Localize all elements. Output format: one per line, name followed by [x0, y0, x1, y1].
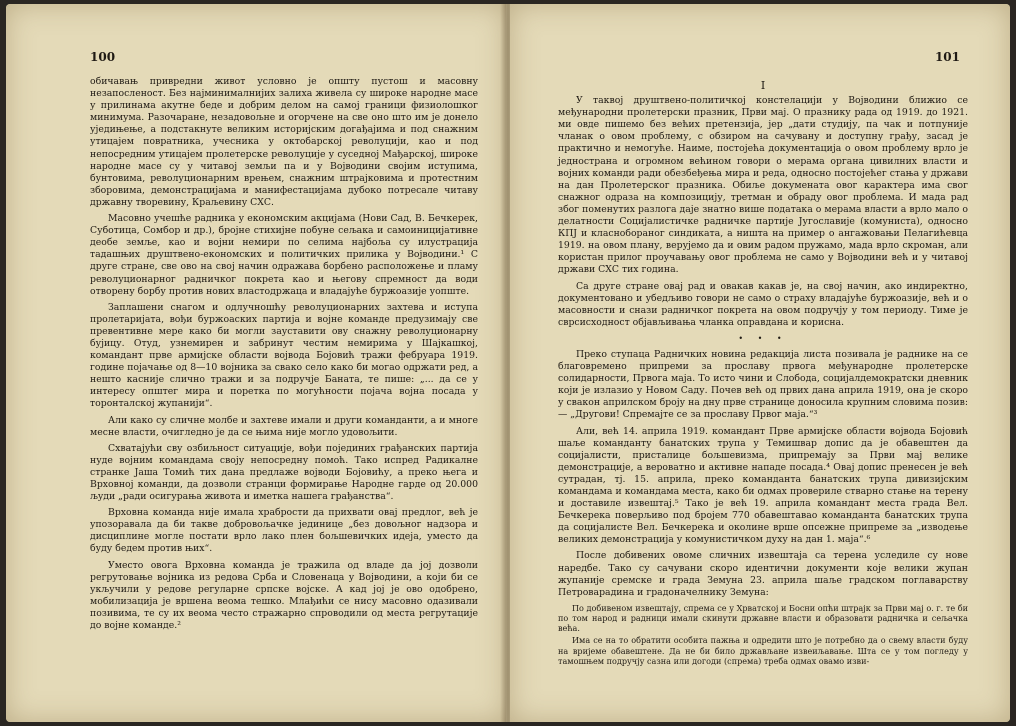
block-quote: По добивеном извештају, спрема се у Хрватској и Босни опћи штрајк за Први мај о. г. те би по том народ и радници имали скинути државне власти и образовати радничка и сељачка већа.: [558, 602, 968, 634]
section-divider: • • •: [738, 333, 788, 343]
left-page-number: 100: [90, 50, 116, 64]
right-paragraph: Преко ступаца Радничких новина редакција листа позивала је раднике на се благовремено припреми за прославу првога међународне пролетерске солидарности, Првога маја. То исто чини и Слобода, социјалдемократски дневник који је излазио у Новом Саду. Почев већ од првих дана априла 1919, она је скоро у свакон априлском броју на дну прве странице доносила крупним словима позив: — „Другови! Спремајте се за прославу Првог маја.“³: [558, 348, 968, 421]
left-paragraph: Заплашени снагом и одлучношћу револуционарних захтева и иступа пролетаријата, вођи буржоаских партија и војне команде предузимају све превентивне мере како би могли зауставити ову снажну револуционарну бујицу. Отуд, узнемирен и забринут честим немирима у Шајкашкој, командант прве армијске области војвода Бојовић тражи фебруара 1919. године појачање од 8—10 војника за свако село како би могао одржати ред, а нешто касније слично тражи и за подручје Баната, те пише: „... да се у интересу општег мира и поретка по могућности појача војна посада у торонталској жупанији“.: [90, 301, 478, 410]
right-text-column: [558, 80, 968, 668]
left-paragraph: Схватајући сву озбиљност ситуације, вођи појединих грађанских партија нуде војним командама своју непосредну помоћ. Тако испред Радикалне странке Јаша Томић тих дана предлаже војводи Бојовићу, а преко њега и Врховној команди, да дозволи странци формирање Народне гарде од 20.000 људи „ради осигурања живота и иметка нашега грађанства“.: [90, 442, 478, 503]
left-paragraph: Масовно учешће радника у економским акцијама (Нови Сад, В. Бечкерек, Суботица, Сомбор и др.), бројне стихијне побуне сељака и самоиницијативне деобе земље, као и војни немири по селима најбоља су илустрација тадашњих друштвено-економских и политичких прилика у Војводини.¹ С друге стране, све ово на свој начин одражава борбено расположење и пламу револуционарног радничког покрета као и његову спремност да води отворену борбу против нових властодржаца и владајуће буржоазије уопште.: [90, 213, 478, 297]
right-page: [510, 4, 1010, 722]
right-paragraph: Са друге стране овај рад и овакав какав је, на свој начин, ако индиректно, документовано и убедљиво говори не само о страху владајуће буржоазије, већ и о масовности и снази радничког покрета на овом подручју у том периоду. Тиме је сврсисходност објављивања чланка оправдана и корисна.: [558, 280, 968, 328]
left-text-column: [90, 76, 478, 636]
book-spread: [6, 4, 1010, 722]
right-paragraph: У таквој друштвено-политичкој констелацији у Војводини ближио се међународни пролетерски празник, Први мај. О празнику рада од 1919. до 1921. ми овде пишемо без већих претензија, јер „дати студију, па чак и потпуније чланак о овом проблему, с обзиром на сачувану и доступну грађу, засад је практично и немогуће. Наиме, постојећа документација о овом проблему врло је једнострана и огромном већином говори о мерама органа цивилних власти и војних команди ради обезбеђења мира и реда, односно постојећег стања у држави на дан Пролетерског празника. Обиље докумената овог карактера има свог снажног одраза на композицију, третман и обраду овог проблема. И мада рад због поменутих разлога даје знатно више података о мерама власти а врло мало о делатности Социјалистичке радничке партије Југославије (комуниста), односно КПЈ и класнобораног синдиката, а ништа на пример о ангажовањи Пелагићевца 1919. на овом плану, верујемо да и овим радом пружамо, мада врло скроман, али користан прилог проучавању овог проблема не само у Војводини већ и у читавој држави СХС тих година.: [558, 95, 968, 276]
left-paragraph: Али како су сличне молбе и захтеве имали и други команданти, а и многе месне власти, очигледно је да се њима није могло удовољити.: [90, 414, 478, 438]
block-quote: Има се на то обратити особита пажња и одредити што је потребно да о свему власти буду на вријеме обавештене. Да не би било држављане извеиљавање. Шта се у том погледу у тамошњем подручју сазна или догоди (спрема) треба одмах овамо изви-: [558, 635, 968, 666]
section-number: I: [760, 79, 766, 92]
left-page: [6, 4, 506, 722]
right-paragraph: После добивених овоме сличних извештаја са терена уследиле су нове наредбе. Тако су сачувани скоро идентични документи које велики жупан жупаније сремске и града Земуна 23. априла шаље градском поглаварству Петроварадина и градоначелнику Земуна:: [558, 550, 968, 598]
left-paragraph: Уместо овога Врховна команда је тражила од владе да јој дозволи регрутовање војника из редова Срба и Словенаца у Војводини, а који би се укључили у редове регуларне српске војске. А кад јој је ово одобрено, мобилизација је вршена веома тешко. Млађићи се нису масовно одазивали позивима, те су их веома често стражарно спроводили од места регрутације до војне команде.²: [90, 559, 478, 632]
right-page-number: 101: [934, 50, 960, 64]
left-paragraph: обичавањ привредни живот условно је општу пустош и масовну незапосленост. Без најминималнијих залиха живела су широке народне масе у прилинама акутне беде и добрим делом на самој граници физиолошког минимума. Разочаране, незадовољне и огорчене на све оно што им је донело уједињење, а подстакнуте великим историјским догађајима и под снажним утицајем повратника, учесника у октобарској револуцији, као и под непосредним утицајем пролетерске револуције у суседној Мађарској, широке народне масе су у читавој земљи па и у Војводини својим иступима, бунтовима, револуционарним врењем, снажним штрајковима и протестним зборовима, демонстрацијама и манифестацијама дубоко потресале читаву државну творевину, Краљевину СХС.: [90, 76, 478, 208]
right-paragraph: Али, већ 14. априла 1919. командант Прве армијске области војвода Бојовић шаље команданту банатских трупа у Темишвар допис да је обавештен да социјалисти, присталице бољшевизма, припремају за Први мај велике демонстрације, а вероватно и активне нападе посада.⁴ Овај допис пренесен је већ сутрадан, тј. 15. априла, преко команданта банатских трупа дивизијским командама и командама места, како би одмах провериле стварно стање на терену и доставиле извештај.⁵ Тако је већ 19. априла командант места града Вел. Бечкерека поверљиво под бројем 770 обавештавао команданта банатских трупа да социјалисте Вел. Бечкерека и околине врше опсежне припреме за „изводење великих демонстрација у комунистичком духу на дан 1. маја“.⁶: [558, 425, 968, 546]
left-paragraph: Врховна команда није имала храбрости да прихвати овај предлог, већ је упозоравала да би такве добровољачке јединице „без довољног надзора и дисциплине могле постати врло лако плен бољшевичких идеја, уместо да буду бедем против њих“.: [90, 507, 478, 555]
